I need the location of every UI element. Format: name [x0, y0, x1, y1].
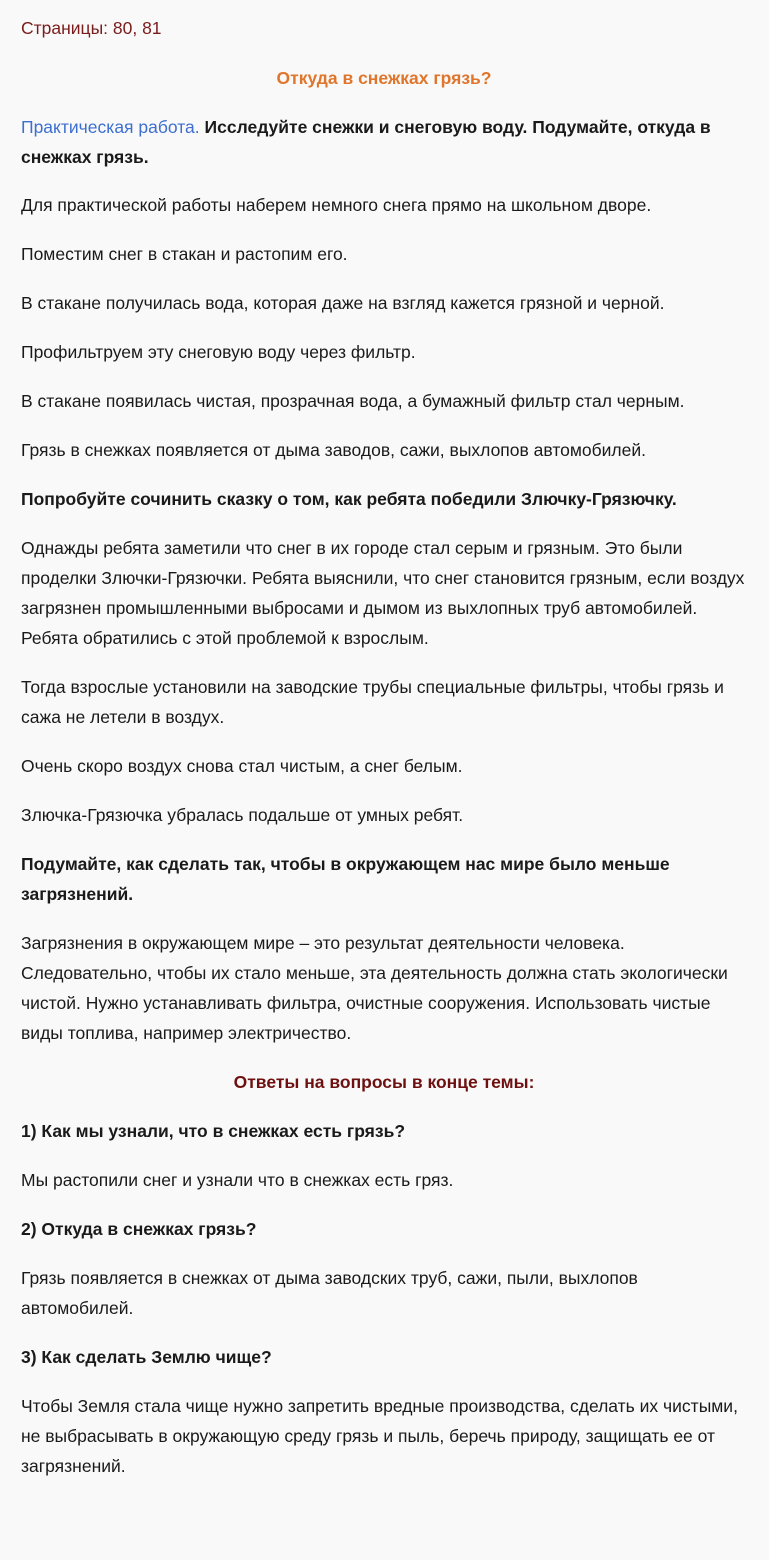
task-fairy-tale: Попробуйте сочинить сказку о том, как ребята победили Злючку-Грязючку. [21, 489, 677, 509]
story-paragraph: Злючка-Грязючка убралась подальше от умных ребят. [21, 805, 464, 825]
experiment-paragraph: Профильтруем эту снеговую воду через фильтр. [21, 342, 416, 362]
question-3: 3) Как сделать Землю чище? [21, 1347, 272, 1367]
task-less-pollution: Подумайте, как сделать так, чтобы в окружающем нас мире было меньше загрязнений. [21, 854, 670, 904]
answer-1: Мы растопили снег и узнали что в снежках есть гряз. [21, 1170, 454, 1190]
answers-heading: Ответы на вопросы в конце темы: [233, 1072, 535, 1092]
pages-reference: Страницы: 80, 81 [21, 18, 162, 38]
experiment-paragraph: Поместим снег в стакан и растопим его. [21, 244, 348, 264]
task-lead-label: Практическая работа. [21, 117, 200, 137]
task-practical-text: Исследуйте снежки и снеговую воду. Подумайте, откуда в снежках грязь. [21, 117, 711, 167]
experiment-paragraph: В стакане появилась чистая, прозрачная вода, а бумажный фильтр стал черным. [21, 391, 685, 411]
answer-2: Грязь появляется в снежках от дыма заводских труб, сажи, пыли, выхлопов автомобилей. [21, 1268, 638, 1318]
less-pollution-answer: Загрязнения в окружающем мире – это результат деятельности человека. Следовательно, чтобы их стало меньше, эта деятельность должна стать экологически чистой. Нужно устанавливать фильтра, очистные сооружения. Использовать чистые виды топлива, например электричество. [21, 933, 728, 1043]
page-title: Откуда в снежках грязь? [276, 68, 492, 88]
story-paragraph: Однажды ребята заметили что снег в их городе стал серым и грязным. Это были проделки Злючки-Грязючки. Ребята выяснили, что снег становится грязным, если воздух загрязнен промышленными выбросами и дымом из выхлопных труб автомобилей. Ребята обратились с этой проблемой к взрослым. [21, 538, 745, 648]
answer-3: Чтобы Земля стала чище нужно запретить вредные производства, сделать их чистыми, не выбрасывать в окружающую среду грязь и пыль, беречь природу, защищать ее от загрязнений. [21, 1396, 738, 1476]
experiment-paragraph: В стакане получилась вода, которая даже на взгляд кажется грязной и черной. [21, 293, 665, 313]
experiment-paragraph: Грязь в снежках появляется от дыма заводов, сажи, выхлопов автомобилей. [21, 440, 647, 460]
story-paragraph: Тогда взрослые установили на заводские трубы специальные фильтры, чтобы грязь и сажа не летели в воздух. [21, 677, 724, 727]
question-1: 1) Как мы узнали, что в снежках есть грязь? [21, 1121, 406, 1141]
story-paragraph: Очень скоро воздух снова стал чистым, а снег белым. [21, 756, 463, 776]
experiment-paragraph: Для практической работы наберем немного снега прямо на школьном дворе. [21, 195, 652, 215]
question-2: 2) Откуда в снежках грязь? [21, 1219, 257, 1239]
task-practical-work [21, 112, 747, 172]
